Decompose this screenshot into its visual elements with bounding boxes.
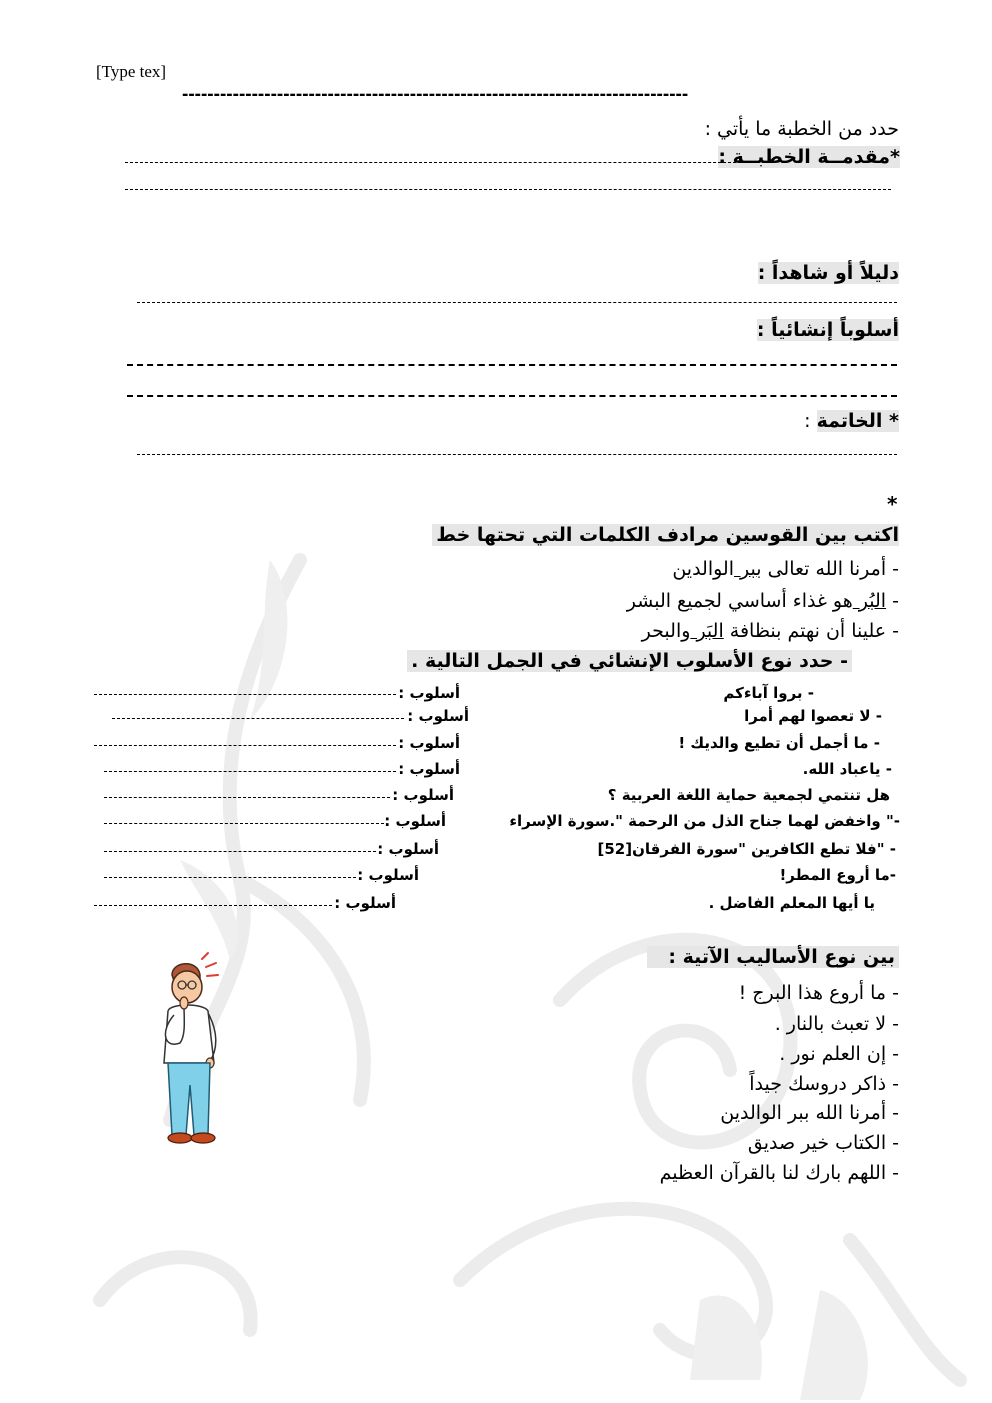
answer-line-7[interactable] bbox=[104, 851, 376, 852]
header-placeholder: [Type tex] bbox=[96, 62, 167, 81]
synonym-line-3-pre: - علينا أن نهتم بنظافة bbox=[723, 620, 899, 642]
intro-label bbox=[718, 146, 900, 168]
style-item-2: - لا تعصوا لهم أمرا bbox=[744, 707, 882, 725]
answer-label-5: أسلوب : bbox=[392, 786, 454, 804]
intro-label-text: *مقدمــة الخطبــة : bbox=[718, 146, 900, 168]
styles-section-title-text: - حدد نوع الأسلوب الإنشائي في الجمل التالية . bbox=[407, 650, 852, 672]
identify-item-7: - اللهم بارك لنا بالقرآن العظيم bbox=[659, 1162, 899, 1184]
star-marker: * bbox=[887, 492, 898, 516]
thinking-man-illustration bbox=[150, 945, 240, 1150]
style-label-text: أسلوباً إنشائياً : bbox=[756, 319, 899, 341]
synonym-line-3-post: والبحر bbox=[641, 620, 691, 642]
style-label bbox=[757, 319, 899, 341]
synonym-line-2-post: هو غذاء أساسي لجميع البشر bbox=[626, 590, 853, 612]
identify-item-2: - لا تعبث بالنار . bbox=[774, 1013, 899, 1035]
intro-answer-line-1[interactable] bbox=[125, 162, 741, 163]
synonyms-title-text: اكتب بين القوسين مرادف الكلمات التي تحتها خط bbox=[432, 524, 899, 546]
answer-label-8: أسلوب : bbox=[357, 866, 419, 884]
answer-label-4: أسلوب : bbox=[398, 760, 460, 778]
synonym-line-3-underlined: البَر bbox=[690, 620, 724, 642]
style-item-1: - بروا آباءكم bbox=[723, 684, 814, 702]
answer-line-8[interactable] bbox=[104, 877, 356, 878]
synonym-line-2 bbox=[627, 590, 899, 612]
header-rule: -------------------------------------------------------------------------------- bbox=[182, 84, 689, 105]
identify-item-6: - الكتاب خير صديق bbox=[747, 1132, 899, 1154]
conclusion-label bbox=[804, 410, 899, 432]
synonyms-title bbox=[432, 524, 899, 546]
answer-line-1[interactable] bbox=[94, 694, 396, 695]
style-item-3: - ما أجمل أن تطيع والديك ! bbox=[678, 734, 880, 752]
identify-title-text: بين نوع الأساليب الآتية : bbox=[647, 946, 899, 968]
answer-line-2[interactable] bbox=[112, 718, 404, 719]
identify-title bbox=[647, 946, 899, 968]
styles-section-title bbox=[407, 650, 852, 672]
style-answer-line-2[interactable] bbox=[127, 395, 897, 397]
style-item-9: يا أيها المعلم الفاضل . bbox=[708, 894, 875, 912]
synonym-line-1-post: الوالدين bbox=[672, 558, 734, 580]
conclusion-answer-line[interactable] bbox=[137, 454, 897, 455]
evidence-answer-line[interactable] bbox=[137, 302, 897, 303]
style-answer-line-1[interactable] bbox=[127, 364, 897, 366]
answer-line-6[interactable] bbox=[104, 823, 384, 824]
answer-label-1: أسلوب : bbox=[398, 684, 460, 702]
synonym-line-1 bbox=[672, 558, 899, 580]
conclusion-colon: : bbox=[804, 410, 811, 432]
answer-line-5[interactable] bbox=[104, 797, 390, 798]
answer-label-2: أسلوب : bbox=[407, 707, 469, 725]
synonym-line-2-underlined: البُر bbox=[852, 590, 887, 612]
synonym-line-1-underlined: ببر bbox=[734, 558, 762, 580]
answer-label-6: أسلوب : bbox=[384, 812, 446, 830]
synonym-line-1-pre: - أمرنا الله تعالى bbox=[761, 558, 899, 580]
identify-item-4: - ذاكر دروسك جيداً bbox=[749, 1073, 899, 1095]
style-item-7: - "فلا تطع الكافرين "سورة الفرقان[52] bbox=[597, 840, 896, 858]
answer-label-7: أسلوب : bbox=[377, 840, 439, 858]
style-item-5: هل تنتمي لجمعية حماية اللغة العربية ؟ bbox=[607, 786, 890, 804]
evidence-label bbox=[758, 262, 899, 284]
style-item-4: - ياعباد الله. bbox=[802, 760, 892, 778]
identify-item-5: - أمرنا الله ببر الوالدين bbox=[720, 1102, 899, 1124]
answer-line-9[interactable] bbox=[94, 905, 332, 906]
synonym-line-3 bbox=[642, 620, 899, 642]
answer-line-3[interactable] bbox=[94, 745, 396, 746]
answer-label-9: أسلوب : bbox=[334, 894, 396, 912]
evidence-label-text: دليلاً أو شاهداً : bbox=[757, 262, 899, 284]
identify-item-3: - إن العلم نور . bbox=[779, 1043, 899, 1065]
speech-instruction: حدد من الخطبة ما يأتي : bbox=[704, 118, 899, 140]
style-item-8: -ما أروع المطر! bbox=[779, 866, 896, 884]
synonym-line-2-pre: - bbox=[886, 590, 899, 612]
conclusion-label-text: * الخاتمة bbox=[816, 410, 899, 432]
answer-label-3: أسلوب : bbox=[398, 734, 460, 752]
answer-line-4[interactable] bbox=[104, 771, 396, 772]
style-item-6: -" واخفض لهما جناح الذل من الرحمة ".سورة الإسراء bbox=[509, 812, 900, 830]
intro-answer-line-2[interactable] bbox=[125, 189, 891, 190]
identify-item-1: - ما أروع هذا البرج ! bbox=[738, 982, 899, 1004]
